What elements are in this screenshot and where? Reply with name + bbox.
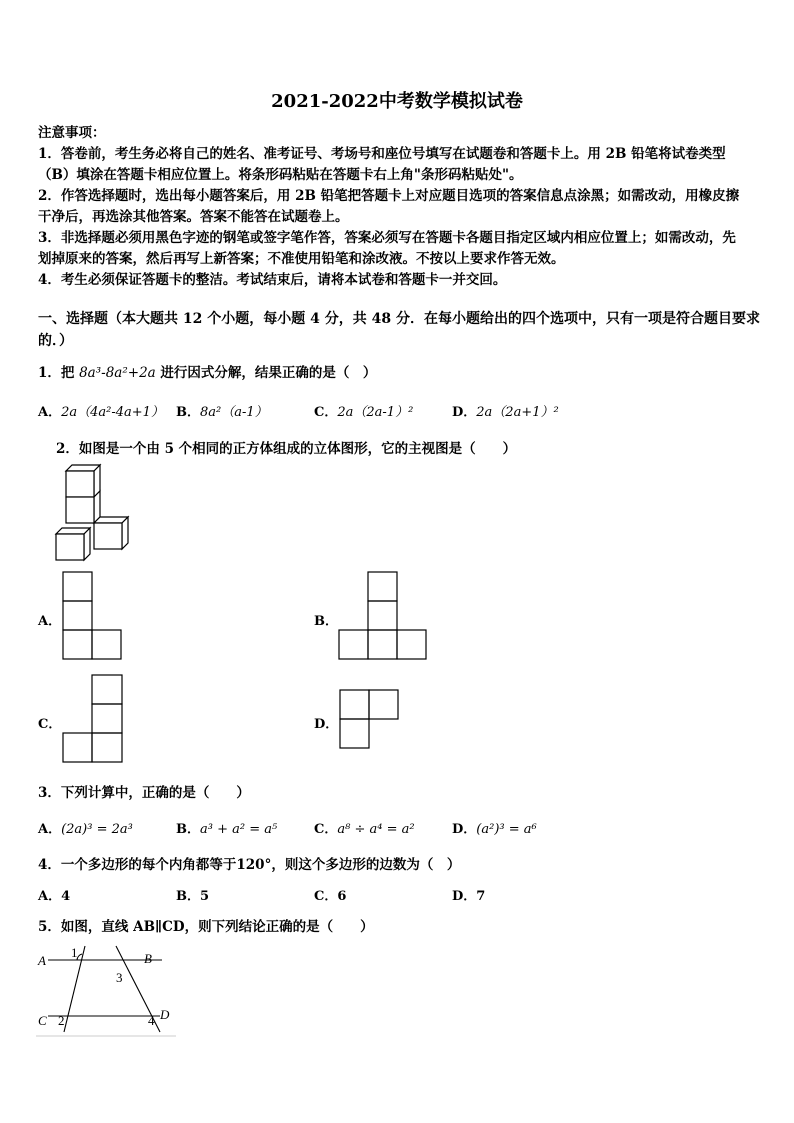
q2-option-d-label[interactable]: D． (314, 717, 339, 732)
q3-option-c[interactable]: C．a⁸ ÷ a⁴ = a² (314, 822, 415, 837)
section-heading-cont: 的．） (38, 333, 73, 349)
q4-option-a[interactable]: A．4 (38, 889, 71, 904)
q2-option-b-label[interactable]: B． (314, 614, 338, 629)
notice-line: 干净后，再选涂其他答案。答案不能答在试题卷上。 (38, 209, 349, 225)
angle-2-label: 2 (58, 1013, 65, 1028)
cube-figure (54, 462, 134, 562)
q4-option-c[interactable]: C．6 (314, 889, 347, 904)
q2-option-c-label[interactable]: C． (38, 717, 62, 732)
section-heading: 一、选择题（本大题共 12 个小题，每小题 4 分，共 48 分．在每小题给出的四个选项中，只有一项是符合题目要求 (38, 311, 760, 327)
q1-option-d[interactable]: D．2a（2a+1）² (452, 405, 559, 420)
angle-3-label: 3 (116, 970, 123, 985)
angle-4-label: 4 (148, 1013, 155, 1028)
q1-option-a[interactable]: A．2a（4a²-4a+1） (38, 405, 164, 420)
angle-1-label: 1 (71, 945, 78, 960)
label-b: B (144, 951, 152, 966)
page-title: 2021-2022中考数学模拟试卷 (271, 91, 523, 112)
parallel-lines-figure (36, 942, 176, 1038)
question-3-stem: 3．下列计算中，正确的是（ ） (38, 785, 250, 801)
q3-option-a[interactable]: A．(2a)³ = 2a³ (38, 822, 133, 837)
notice-heading: 注意事项： (38, 125, 106, 141)
q1-suffix: 进行因式分解，结果正确的是（ ） (155, 365, 377, 381)
q1-option-c[interactable]: C．2a（2a-1）² (314, 405, 414, 420)
label-a: A (38, 953, 46, 968)
notice-line: （B）填涂在答题卡相应位置上。将条形码粘贴在答题卡右上角"条形码粘贴处"。 (38, 167, 523, 183)
notice-line: 2．作答选择题时，选出每小题答案后，用 2B 铅笔把答题卡上对应题目选项的答案信息点涂黑；如需改动，用橡皮擦 (38, 188, 740, 204)
label-c: C (38, 1013, 47, 1028)
q3-option-d[interactable]: D．(a²)³ = a⁶ (452, 822, 537, 837)
question-5-stem: 5．如图，直线 AB∥CD，则下列结论正确的是（ ） (38, 919, 374, 935)
notice-line: 3．非选择题必须用黑色字迹的钢笔或签字笔作答，答案必须写在答题卡各题目指定区域内相应位置上；如需改动，先 (38, 230, 736, 246)
q2-option-a-label[interactable]: A． (38, 614, 62, 629)
notice-line: 4．考生必须保证答题卡的整洁。考试结束后，请将本试卷和答题卡一并交回。 (38, 272, 507, 288)
q2-option-d-figure[interactable] (339, 689, 401, 751)
q2-option-b-figure[interactable] (338, 571, 428, 661)
question-1-stem (38, 361, 376, 381)
q4-option-d[interactable]: D．7 (452, 889, 486, 904)
q1-option-b[interactable]: B．8a²（a-1） (176, 405, 268, 420)
q3-option-b[interactable]: B．a³ + a² = a⁵ (176, 822, 278, 837)
q1-expression: 8a³-8a²+2a (79, 365, 156, 381)
q2-option-c-figure[interactable] (62, 674, 124, 764)
notice-line: 1．答卷前，考生务必将自己的姓名、准考证号、考场号和座位号填写在试题卷和答题卡上。用 2B 铅笔将试卷类型 (38, 146, 726, 162)
question-2-stem: 2．如图是一个由 5 个相同的正方体组成的立体图形，它的主视图是（ ） (56, 441, 517, 457)
q1-prefix: 1．把 (38, 365, 80, 381)
q4-option-b[interactable]: B．5 (176, 889, 210, 904)
question-4-stem: 4．一个多边形的每个内角都等于120°，则这个多边形的边数为（ ） (38, 857, 461, 873)
q2-option-a-figure[interactable] (62, 571, 122, 661)
notice-line: 划掉原来的答案，然后再写上新答案；不准使用铅笔和涂改液。不按以上要求作答无效。 (38, 251, 565, 267)
label-d: D (160, 1007, 170, 1022)
